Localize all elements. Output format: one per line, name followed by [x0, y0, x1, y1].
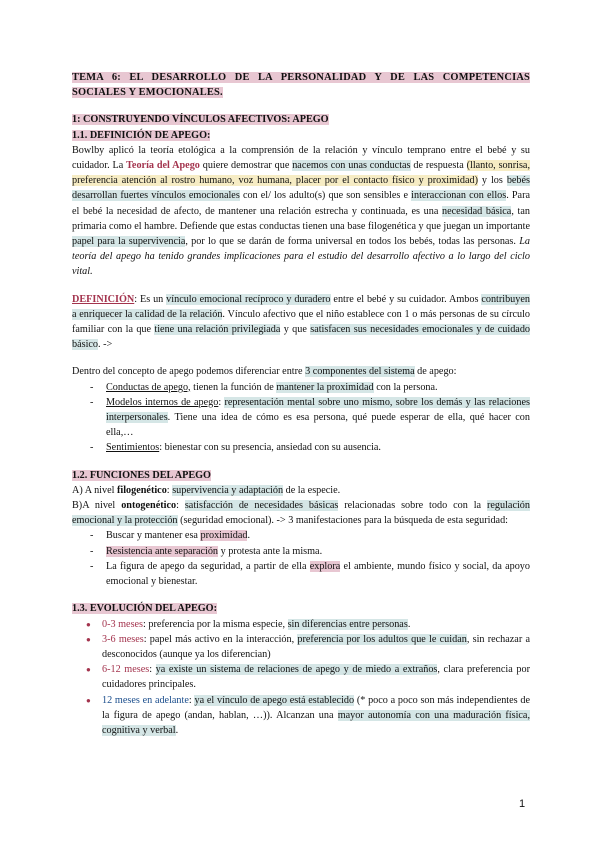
subsection-heading-funciones: 1.2. FUNCIONES DEL APEGO	[72, 469, 211, 481]
list-item: - Sentimientos: bienestar con su presencia, ansiedad con su ausencia.	[72, 440, 530, 455]
list-item: - Resistencia ante separación y protesta ante la misma.	[72, 544, 530, 559]
list-item: - Buscar y mantener esa proximidad.	[72, 528, 530, 543]
list-item: - Modelos internos de apego: representación mental sobre uno mismo, sobre los demás y las relaciones interpersonales. Tiene una idea de cómo es esa persona, qué puede esperar de ella, qué hacer con ella,…	[72, 395, 530, 441]
paragraph-ontogenetico: B)A nivel ontogenético: satisfacción de necesidades básicas relacionadas sobre todo con la regulación emocional y la protección (seguridad emocional). -> 3 manifestaciones para la búsqueda de esta seguridad:	[72, 500, 530, 527]
document-page	[72, 70, 530, 738]
document-title: TEMA 6: EL DESARROLLO DE LA PERSONALIDAD Y DE LAS COMPETENCIAS SOCIALES Y EMOCIONALES.	[72, 72, 530, 99]
evolution-list	[72, 617, 530, 739]
paragraph-bowlby: Bowlby aplicó la teoría etológica a la comprensión de la relación y vínculo temprano entre el bebé y su cuidador. La Teoría del Apego quiere demostrar que nacemos con unas conductas de respuesta (llanto, sonrisa, preferencia atención al rostro humano, voz humana, placer por el contacto físico y proximidad) y los bebés desarrollan fuertes vínculos emocionales con el/ los adulto(s) que son sensibles e interaccionan con ellos. Para el bebé la necesidad de afecto, de mantener una relación estrecha y continuada, es una necesidad básica, tan primaria como el hambre. Defiende que estas conductas tienen una base filogenética y que juegan un importante papel para la supervivencia, por lo que se darán de forma universal en todos los bebés, todas las personas. La teoría del apego ha tenido grandes implicaciones para el estudio del desarrollo afectivo a lo largo del ciclo vital.	[72, 144, 531, 278]
subsection-heading-evolucion: 1.3. EVOLUCIÓN DEL APEGO:	[72, 603, 217, 615]
paragraph-filogenetico: A) A nivel filogenético: supervivencia y adaptación de la especie.	[72, 484, 341, 496]
section-heading: 1: CONSTRUYENDO VÍNCULOS AFECTIVOS: APEGO	[72, 114, 329, 126]
list-item: ● 12 meses en adelante: ya el vínculo de apego está establecido (* poco a poco son más independientes de la figura de apego (andan, hablan, …)). Alcanzan una mayor autonomía con una maduración física, cognitiva y verbal.	[72, 693, 530, 739]
list-item: - Conductas de apego, tienen la función de mantener la proximidad con la persona.	[72, 380, 530, 395]
list-item: ● 6-12 meses: ya existe un sistema de relaciones de apego y de miedo a extraños, clara preferencia por cuidadores principales.	[72, 662, 530, 692]
components-list	[72, 380, 530, 456]
list-item: - La figura de apego da seguridad, a partir de ella explora el ambiente, mundo físico y social, da apoyo emocional y bienestar.	[72, 559, 530, 589]
subsection-heading-definicion: 1.1. DEFINICIÓN DE APEGO:	[72, 129, 211, 141]
page-number: 1	[519, 798, 526, 810]
list-item: ● 3-6 meses: papel más activo en la interacción, preferencia por los adultos que le cuidan, sin rechazar a desconocidos (aunque ya los diferencian)	[72, 632, 530, 662]
functions-list	[72, 528, 530, 589]
paragraph-componentes: Dentro del concepto de apego podemos diferenciar entre 3 componentes del sistema de apego:	[72, 366, 457, 378]
paragraph-definicion: DEFINICIÓN: Es un vínculo emocional recíproco y duradero entre el bebé y su cuidador. Ambos contribuyen a enriquecer la calidad de la relación. Vínculo afectivo que el niño establece con 1 o más personas de su círculo familiar con la que tiene una relación privilegiada y que satisfacen sus necesidades emocionales y de cuidado básico. ->	[72, 293, 531, 351]
list-item: ● 0-3 meses: preferencia por la misma especie, sin diferencias entre personas.	[72, 617, 530, 632]
